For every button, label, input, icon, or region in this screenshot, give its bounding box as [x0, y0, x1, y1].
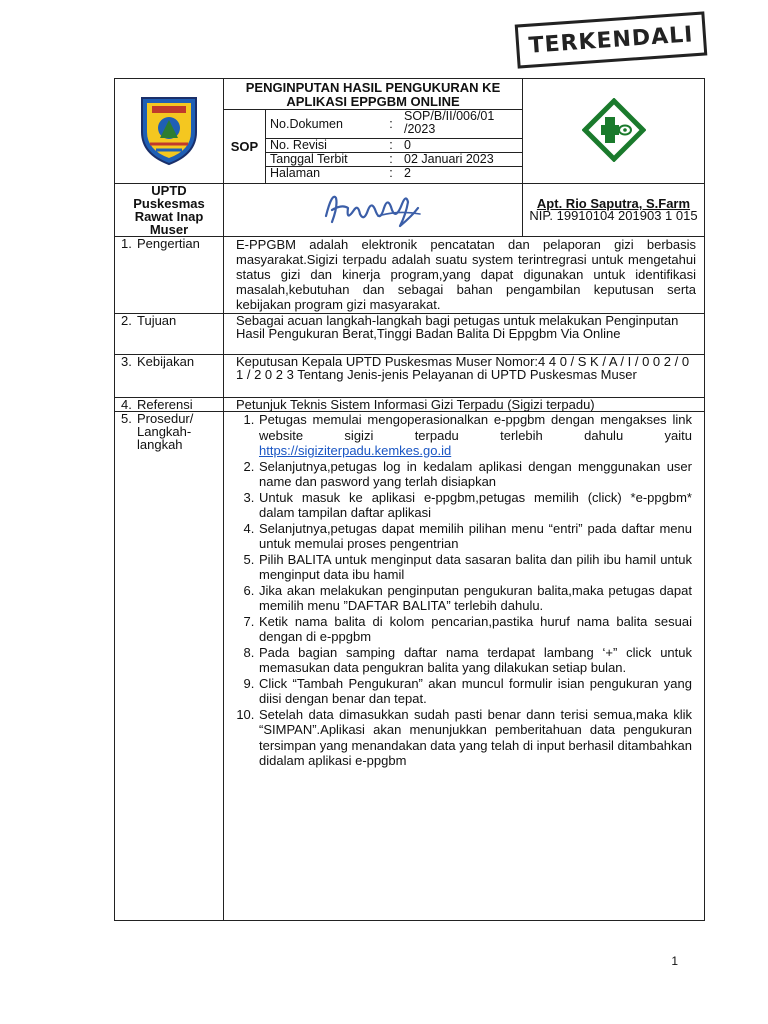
- procedure-step: 9. Click “Tambah Pengukuran” akan muncul formulir isian pengukuran yang diisi dengan benar dan tepat.: [258, 676, 692, 707]
- doc-info-row: [266, 139, 522, 153]
- official-name: Apt. Rio Saputra, S.Farm: [536, 196, 691, 211]
- sigizi-link[interactable]: https://sigiziterpadu.kemkes.go.id: [259, 443, 452, 458]
- procedure-step: 6. Jika akan melakukan penginputan pengukuran balita,maka petugas dapat memilih menu ”DAFTAR BALITA” terlebih dahulu.: [258, 583, 692, 614]
- doc-info-row: [266, 167, 522, 181]
- section-label: 3. Kebijakan: [115, 355, 224, 398]
- procedure-steps: [236, 412, 692, 769]
- official-nip: NIP. 19910104 201903 1 015: [529, 208, 698, 223]
- section-kebijakan-text: Keputusan Kepala UPTD Puskesmas Muser Nomor:4 4 0 / S K / A / I / 0 0 2 / 0 1 / 2 0 2 3 Tentang Jenis-jenis Pelayanan di UPTD Puskesmas Muser: [224, 355, 705, 398]
- procedure-cell: [224, 412, 705, 921]
- sop-document: [114, 78, 705, 921]
- sop-label: SOP: [224, 110, 266, 184]
- regency-emblem-icon: [136, 94, 202, 166]
- left-logo-cell: [115, 79, 224, 184]
- procedure-step: 2. Selanjutnya,petugas log in kedalam aplikasi dengan menggunakan user name dan pasword yang terlah disiapkan: [258, 459, 692, 490]
- doc-info-value: SOP/B/II/006/01 /2023: [404, 109, 495, 136]
- section-label: 5. Prosedur/ Langkah-langkah: [115, 412, 224, 921]
- page-number: 1: [671, 954, 678, 968]
- doc-info-value: 2: [400, 167, 522, 181]
- right-logo-cell: [523, 79, 705, 184]
- doc-info-key: No. Revisi: [266, 139, 382, 153]
- section-tujuan-text: Sebagai acuan langkah-langkah bagi petugas untuk melakukan Penginputan Hasil Pengukuran Berat,Tinggi Badan Balita Di Eppgbm Via Online: [224, 314, 705, 355]
- doc-info-row: [266, 153, 522, 167]
- doc-info-value: 0: [400, 139, 522, 153]
- doc-info-key: No.Dokumen: [270, 116, 343, 131]
- doc-info-sep: :: [382, 139, 400, 153]
- sop-title: PENGINPUTAN HASIL PENGUKURAN KE APLIKASI EPPGBM ONLINE: [224, 79, 523, 110]
- doc-info-key: Tanggal Terbit: [266, 153, 382, 167]
- procedure-step: 1. Petugas memulai mengoperasionalkan e-ppgbm dengan mengakses link website sigizi terpadu terlebih dahulu yaitu https://sigiziterpadu.kemkes.go.id: [258, 412, 692, 459]
- section-label: 1. Pengertian: [115, 237, 224, 314]
- doc-info-sep: :: [382, 167, 400, 181]
- section-label: 2. Tujuan: [115, 314, 224, 355]
- doc-info-value: 02 Januari 2023: [400, 153, 522, 167]
- signature-cell: [224, 184, 523, 237]
- section-pengertian-text: E-PPGBM adalah elektronik pencatatan dan pelaporan gizi berbasis masyarakat.Sigizi terpadu adalah suatu system terintregrasi untuk mengetahui status gizi dan kinerja program,yang dapat digunakan untuk identifikasi masalah,kebutuhan dan sebagai bahan pengambilan keputusan serta kebijakan program gizi masyarakat.: [224, 237, 705, 314]
- doc-info-key: Halaman: [266, 167, 382, 181]
- procedure-step: 5. Pilih BALITA untuk menginput data sasaran balita dan pilih ibu hamil untuk menginput data ibu hamil: [258, 552, 692, 583]
- puskesmas-logo-icon: [582, 98, 646, 162]
- section-label: 4. Referensi: [115, 398, 224, 412]
- procedure-step: 10. Setelah data dimasukkan sudah pasti benar dann terisi semua,maka klik “SIMPAN”.Aplikasi akan menunjukkan pemberitahuan data pengukuran tersimpan yang menandakan data yang telah di input berhasil ditambahkan didalam aplikasi e-ppgbm: [258, 707, 692, 769]
- section-referensi-text: Petunjuk Teknis Sistem Informasi Gizi Terpadu (Sigizi terpadu): [224, 398, 705, 412]
- organization-name: UPTD Puskesmas Rawat Inap Muser: [115, 184, 224, 237]
- doc-info-sep: :: [382, 153, 400, 167]
- signature-icon: [318, 186, 428, 232]
- stamp-text: TERKENDALI: [527, 21, 695, 59]
- official-cell: [523, 184, 705, 237]
- procedure-step: 3. Untuk masuk ke aplikasi e-ppgbm,petugas memilih (click) *e-ppgbm* dalam tampilan daftar aplikasi: [258, 490, 692, 521]
- doc-info-row: [266, 110, 522, 139]
- controlled-stamp: [515, 11, 708, 68]
- doc-info-table: [266, 110, 522, 180]
- doc-info-sep: :: [389, 116, 393, 131]
- procedure-step: 4. Selanjutnya,petugas dapat memilih pilihan menu “entri” pada daftar menu untuk memulai proses pengentrian: [258, 521, 692, 552]
- procedure-step: 7. Ketik nama balita di kolom pencarian,pastika huruf nama balita sesuai dengan di e-ppgbm: [258, 614, 692, 645]
- procedure-step: 8. Pada bagian samping daftar nama terdapat lambang ‘+” click untuk memasukan data pengukran balita yang dilakukan setiap bulan.: [258, 645, 692, 676]
- doc-info-cell: [266, 110, 523, 184]
